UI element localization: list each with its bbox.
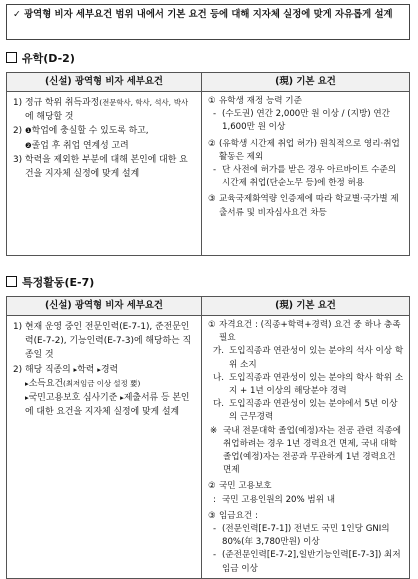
number-1-icon: ❶ [25,126,32,136]
bullet-icon: ▸ [73,364,78,374]
intro-note-text: 광역형 비자 세부요건 범위 내에서 기본 요건 등에 대해 지자체 실정에 맞게 자유롭게 설계 [24,9,393,20]
e7-new-item-2: 2) 해당 직종의 ▸학력 ▸경력 ▸소득요건(최저임금 이상 설정 要) ▸국민고용보호 심사기준 ▸제출서류 등 본인에 대한 요건을 지자체 실정에 맞게 설계 [13,364,190,418]
e7-current-item-3-semi-professional: - (준전문인력[E-7-2],일반기능인력[E-7-3]) 최저임금 이상 [213,550,401,574]
section-heading-e7 [6,276,95,290]
checkbox-square-icon [6,276,17,287]
e7-current-item-1-ga: 가. 도입직종과 연관성이 있는 분야의 석사 이상 학위 소지 [213,346,404,370]
e7-current-item-1-da: 다. 도입직종과 연관성이 있는 분야에서 5년 이상의 근무경력 [213,399,398,423]
d2-current-item-2-detail: - 단 사전에 허가를 받은 경우 아르바이트 수준의 시간제 취업(단순노무 등)에 한정 허용 [213,165,397,189]
bullet-icon: ▸ [25,393,29,403]
e7-header-current: (現) 기본 요건 [202,297,410,316]
d2-current-item-2: ② (유학생 시간제 취업 허가) 원칙적으로 영리·취업활동은 제외 [208,138,400,162]
d2-new-item-1: 1) 정규 학위 취득과정(전문학사, 학사, 석사, 박사에 해당할 것 [13,98,189,123]
e7-requirements-table [6,296,410,579]
d2-new-requirements-cell [7,92,202,256]
e7-current-item-1-na: 나. 도입직종과 연관성이 있는 분야의 학사 학위 소지 + 1년 이상의 해당분야 경력 [213,372,404,397]
e7-header-new: (신설) 광역형 비자 세부요건 [7,297,202,316]
d2-current-item-1-detail: - (수도권) 연간 2,000만 원 이상 / (지방) 연간 1,600만 원 이상 [213,109,390,133]
d2-new-item-3: 3) 학력을 제외한 부분에 대해 본인에 대한 요건을 지자체 실정에 맞게 설계 [13,154,188,180]
e7-new-item-1: 1) 현재 운영 중인 전문인력(E-7-1), 준전문인력(E-7-2), 기능인력(E-7-3)에 해당하는 직종일 것 [13,322,192,361]
e7-current-requirements-cell [202,316,410,579]
bullet-icon: ▸ [97,364,101,374]
d2-current-item-3: ③ 교육국제화역량 인증제에 따라 학교별·국가별 제출서류 및 비자심사요건 차등 [208,194,399,218]
d2-header-current: (現) 기본 요건 [202,73,410,92]
e7-current-item-3: ③ 임금요건 : [208,510,258,521]
d2-header-new: (신설) 광역형 비자 세부요건 [7,73,202,92]
e7-current-item-3-professional: - (전문인력[E-7-1]) 전년도 국민 1인당 GNI의 80%(年 3,780만원) 이상 [213,524,390,548]
e7-current-item-1: ① 자격요건 : (직종+학력+경력) 요건 중 하나 충족 필요 [208,320,401,344]
e7-current-item-2: ② 국민 고용보호 [208,481,272,492]
check-icon: ✓ [13,9,21,20]
bullet-icon: ▸ [25,378,29,388]
section-heading-d2 [6,52,76,66]
section-title-d2: 유학(D-2) [22,52,75,65]
d2-requirements-table [6,72,410,256]
checkbox-square-icon [6,52,17,63]
d2-new-item-2: 2) ❶학업에 충실할 수 있도록 하고, ❷졸업 후 취업 연계성 고려 [13,126,149,151]
section-title-e7: 특정활동(E-7) [22,276,95,289]
bullet-icon: ▸ [120,393,124,403]
e7-current-item-1-note: ※ 국내 전문대학 졸업(예정)자는 전공 관련 직종에 취업하려는 경우 1년 경력요건 면제, 국내 대학 졸업(예정)자는 전공과 무관하게 1년 경력요건 면제 [210,425,402,476]
intro-note-box [6,4,410,40]
d2-current-requirements-cell [202,92,410,256]
number-2-icon: ❷ [25,140,32,150]
e7-current-item-2-detail: : 국민 고용인원의 20% 범위 내 [213,494,336,505]
d2-current-item-1: ① 유학생 재정 능력 기준 [208,96,302,106]
e7-new-requirements-cell [7,316,202,579]
